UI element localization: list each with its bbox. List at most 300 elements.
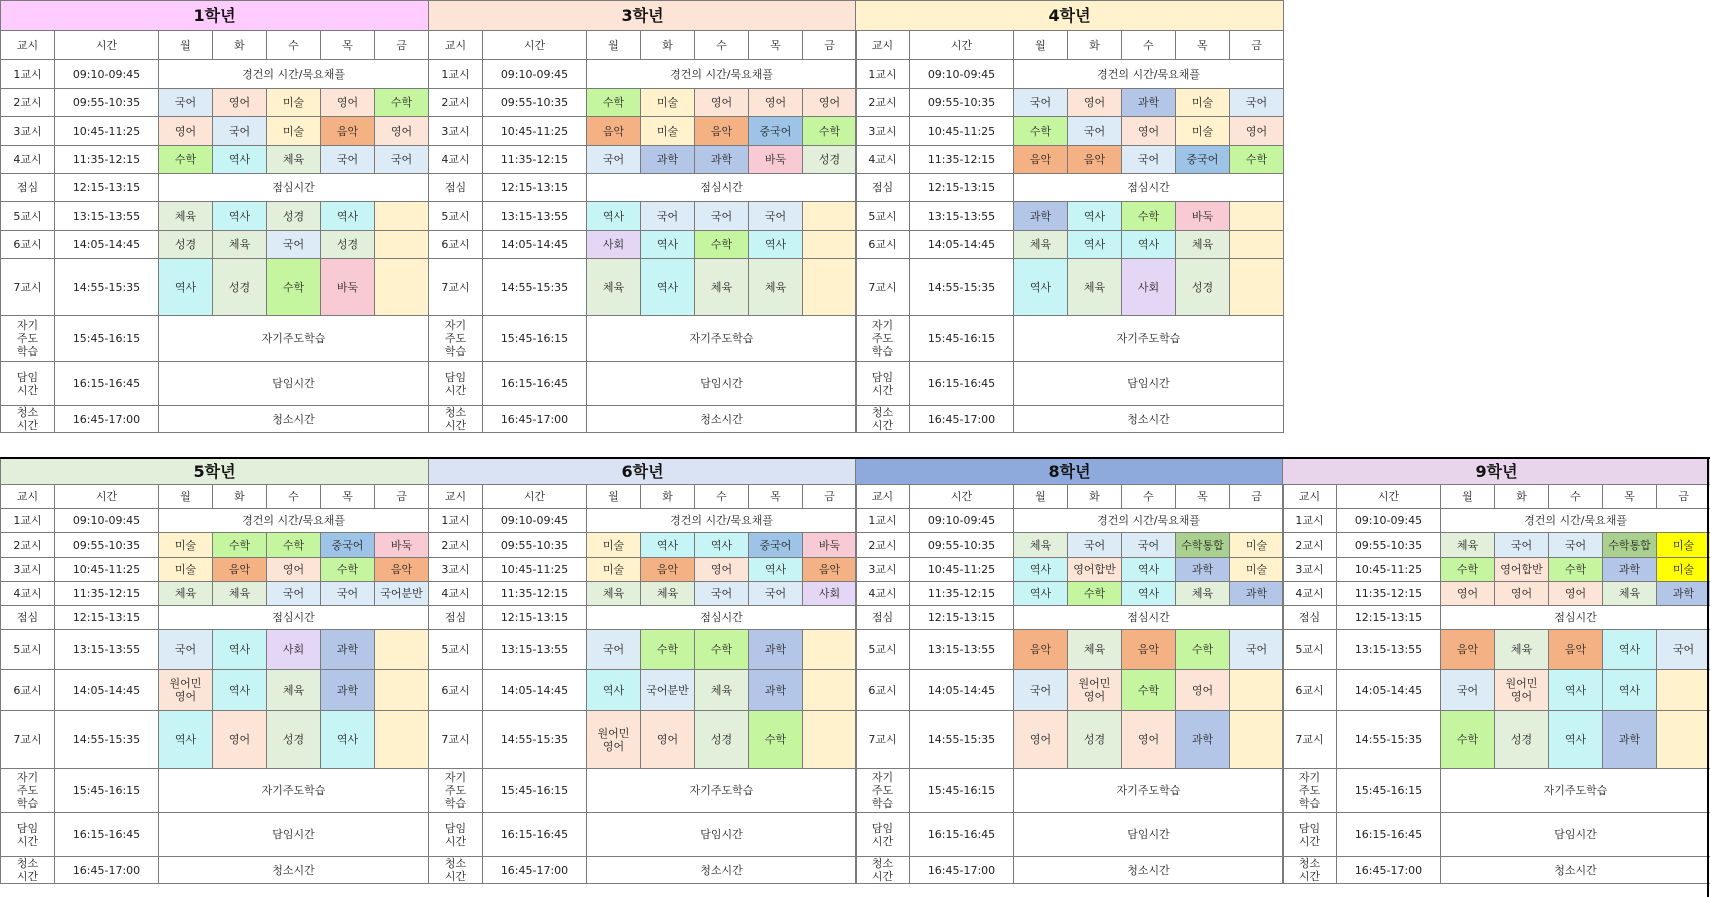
period-label: 자기 주도 학습: [1, 769, 55, 813]
period-label: 청소 시간: [429, 406, 483, 433]
period-label: 2교시: [856, 533, 910, 558]
subject-cell: 역사: [213, 670, 267, 711]
subject-cell: 국어: [749, 582, 803, 606]
subject-cell: 국어: [1122, 146, 1176, 174]
period-header: 교시: [856, 31, 910, 60]
time-range: 12:15-13:15: [55, 606, 159, 630]
table-row: [429, 362, 857, 406]
subject-cell: 영어: [1441, 582, 1495, 606]
period-label: 청소 시간: [1283, 857, 1337, 884]
subject-cell: 국어: [1014, 670, 1068, 711]
merged-activity: 청소시간: [159, 406, 429, 433]
period-label: 2교시: [1283, 533, 1337, 558]
period-label: 1교시: [856, 60, 910, 89]
subject-cell: 수학: [267, 533, 321, 558]
time-range: 10:45-11:25: [910, 558, 1014, 582]
subject-cell: 과학: [1014, 202, 1068, 231]
table-row: [1, 146, 429, 174]
period-label: 청소 시간: [856, 406, 910, 433]
subject-cell: 미술: [1657, 558, 1710, 582]
table-row: [1, 231, 429, 259]
day-header: 목: [749, 485, 803, 509]
merged-activity: 자기주도학습: [587, 769, 857, 813]
time-range: 15:45-16:15: [483, 316, 587, 362]
merged-activity: 경건의 시간/묵요채플: [159, 60, 429, 89]
time-range: 14:55-15:35: [483, 711, 587, 769]
subject-cell: 과학: [695, 146, 749, 174]
day-header: 수: [1122, 31, 1176, 60]
table-row: [429, 533, 857, 558]
time-header: 시간: [55, 485, 159, 509]
grade-block-6: [855, 458, 1283, 884]
time-range: 13:15-13:55: [1337, 630, 1441, 670]
period-label: 7교시: [1283, 711, 1337, 769]
period-label: 6교시: [856, 670, 910, 711]
period-label: 7교시: [856, 259, 910, 316]
subject-cell: [803, 231, 857, 259]
merged-activity: 담임시간: [1014, 362, 1284, 406]
table-row: [429, 509, 857, 533]
subject-cell: 역사: [1068, 231, 1122, 259]
subject-cell: 과학: [1603, 558, 1657, 582]
time-range: 11:35-12:15: [55, 146, 159, 174]
table-row: [1, 259, 429, 316]
time-range: 11:35-12:15: [910, 582, 1014, 606]
table-row: [856, 558, 1284, 582]
subject-cell: 바둑: [1176, 202, 1230, 231]
subject-cell: 성경: [321, 231, 375, 259]
period-label: 5교시: [1283, 630, 1337, 670]
merged-activity: 자기주도학습: [159, 316, 429, 362]
period-label: 점심: [856, 606, 910, 630]
time-range: 12:15-13:15: [483, 606, 587, 630]
subject-cell: 영어: [1014, 711, 1068, 769]
period-label: 1교시: [856, 509, 910, 533]
merged-activity: 담임시간: [159, 362, 429, 406]
merged-activity: 자기주도학습: [1014, 316, 1284, 362]
table-row: [429, 558, 857, 582]
time-range: 13:15-13:55: [483, 630, 587, 670]
time-range: 12:15-13:15: [910, 174, 1014, 202]
timetable: [0, 0, 429, 433]
table-row: [1, 533, 429, 558]
period-label: 1교시: [1283, 509, 1337, 533]
period-label: 5교시: [856, 202, 910, 231]
day-header: 화: [641, 31, 695, 60]
table-row: [429, 316, 857, 362]
subject-cell: 과학: [321, 670, 375, 711]
subject-cell: 역사: [159, 711, 213, 769]
time-range: 13:15-13:55: [55, 630, 159, 670]
merged-activity: 청소시간: [159, 857, 429, 884]
time-range: 10:45-11:25: [910, 117, 1014, 146]
merged-activity: 담임시간: [1441, 813, 1710, 857]
day-header: 월: [587, 485, 641, 509]
subject-cell: 미술: [159, 533, 213, 558]
period-label: 7교시: [429, 259, 483, 316]
table-row: [429, 146, 857, 174]
subject-cell: 국어: [1230, 630, 1284, 670]
subject-cell: 국어분반: [641, 670, 695, 711]
subject-cell: 사회: [587, 231, 641, 259]
table-row: [856, 769, 1284, 813]
day-header: 목: [749, 31, 803, 60]
merged-activity: 점심시간: [1441, 606, 1710, 630]
subject-cell: 국어: [159, 630, 213, 670]
subject-cell: 역사: [1549, 711, 1603, 769]
time-range: 16:45-17:00: [1337, 857, 1441, 884]
time-header: 시간: [910, 485, 1014, 509]
subject-cell: 수학: [1122, 202, 1176, 231]
subject-cell: 국어: [1014, 89, 1068, 117]
subject-cell: 수학: [213, 533, 267, 558]
subject-cell: 역사: [213, 146, 267, 174]
table-row: [1283, 769, 1710, 813]
subject-cell: 수학: [749, 711, 803, 769]
period-label: 6교시: [429, 231, 483, 259]
period-label: 5교시: [856, 630, 910, 670]
merged-activity: 자기주도학습: [1441, 769, 1710, 813]
time-range: 09:10-09:45: [483, 509, 587, 533]
subject-cell: 체육: [587, 582, 641, 606]
day-header: 목: [1603, 485, 1657, 509]
table-row: [856, 117, 1284, 146]
timetable: [855, 0, 1284, 433]
time-range: 16:15-16:45: [55, 362, 159, 406]
day-header: 목: [1176, 485, 1230, 509]
subject-cell: 음악: [695, 117, 749, 146]
subject-cell: 역사: [587, 202, 641, 231]
timetable: [1282, 458, 1710, 884]
subject-cell: [1230, 711, 1284, 769]
subject-cell: 역사: [749, 558, 803, 582]
merged-activity: 청소시간: [587, 406, 857, 433]
time-range: 16:15-16:45: [483, 813, 587, 857]
time-header: 시간: [483, 485, 587, 509]
subject-cell: 국어: [159, 89, 213, 117]
period-label: 3교시: [1283, 558, 1337, 582]
table-row: [1283, 670, 1710, 711]
subject-cell: 원어민 영어: [159, 670, 213, 711]
table-row: [856, 670, 1284, 711]
period-header: 교시: [1283, 485, 1337, 509]
subject-cell: 사회: [803, 582, 857, 606]
table-row: [1, 857, 429, 884]
subject-cell: 미술: [159, 558, 213, 582]
section-divider: [0, 457, 1710, 459]
time-range: 14:05-14:45: [910, 231, 1014, 259]
subject-cell: 미술: [587, 558, 641, 582]
right-border: [1707, 458, 1709, 897]
subject-cell: 수학: [803, 117, 857, 146]
merged-activity: 점심시간: [159, 174, 429, 202]
time-range: 14:05-14:45: [910, 670, 1014, 711]
grade-block-7: [1282, 458, 1710, 884]
merged-activity: 경건의 시간/묵요채플: [1014, 60, 1284, 89]
time-range: 15:45-16:15: [910, 769, 1014, 813]
period-label: 담임 시간: [1283, 813, 1337, 857]
time-range: 10:45-11:25: [1337, 558, 1441, 582]
table-row: [856, 606, 1284, 630]
table-row: [1283, 533, 1710, 558]
subject-cell: 영어: [641, 711, 695, 769]
period-label: 점심: [429, 606, 483, 630]
merged-activity: 경건의 시간/묵요채플: [1441, 509, 1710, 533]
time-range: 15:45-16:15: [910, 316, 1014, 362]
table-row: [429, 630, 857, 670]
table-row: [429, 174, 857, 202]
period-label: 2교시: [1, 533, 55, 558]
period-label: 3교시: [1, 117, 55, 146]
subject-cell: 국어: [1230, 89, 1284, 117]
time-range: 14:05-14:45: [483, 670, 587, 711]
subject-cell: 국어: [695, 202, 749, 231]
subject-cell: 원어민 영어: [1495, 670, 1549, 711]
table-row: [856, 711, 1284, 769]
table-row: [856, 406, 1284, 433]
subject-cell: 국어: [1495, 533, 1549, 558]
grade-block-4: [0, 458, 428, 884]
subject-cell: 영어: [1549, 582, 1603, 606]
subject-cell: 체육: [213, 582, 267, 606]
subject-cell: 체육: [1068, 259, 1122, 316]
day-header: 수: [267, 485, 321, 509]
subject-cell: 미술: [587, 533, 641, 558]
table-row: [856, 582, 1284, 606]
subject-cell: 수학: [1068, 582, 1122, 606]
subject-cell: 국어: [587, 630, 641, 670]
subject-cell: [375, 231, 429, 259]
period-label: 4교시: [1, 582, 55, 606]
period-label: 2교시: [429, 533, 483, 558]
time-range: 13:15-13:55: [55, 202, 159, 231]
period-label: 1교시: [1, 509, 55, 533]
subject-cell: [803, 202, 857, 231]
period-label: 청소 시간: [1, 857, 55, 884]
period-label: 3교시: [1, 558, 55, 582]
merged-activity: 청소시간: [1014, 857, 1284, 884]
time-range: 16:15-16:45: [55, 813, 159, 857]
grade-block-2: [428, 0, 856, 433]
time-range: 16:45-17:00: [483, 406, 587, 433]
subject-cell: 국어: [1549, 533, 1603, 558]
day-header: 월: [1014, 31, 1068, 60]
subject-cell: 역사: [1122, 582, 1176, 606]
subject-cell: 체육: [749, 259, 803, 316]
subject-cell: 과학: [321, 630, 375, 670]
subject-cell: 수학통합: [1176, 533, 1230, 558]
subject-cell: 영어: [321, 89, 375, 117]
subject-cell: 역사: [1549, 670, 1603, 711]
subject-cell: 음악: [1014, 146, 1068, 174]
subject-cell: 음악: [1014, 630, 1068, 670]
period-label: 담임 시간: [856, 362, 910, 406]
subject-cell: 역사: [749, 231, 803, 259]
grade-title: 6학년: [429, 459, 857, 485]
time-range: 11:35-12:15: [483, 146, 587, 174]
subject-cell: 영어: [1176, 670, 1230, 711]
table-row: [429, 711, 857, 769]
period-label: 담임 시간: [429, 813, 483, 857]
time-range: 12:15-13:15: [910, 606, 1014, 630]
merged-activity: 담임시간: [159, 813, 429, 857]
merged-activity: 담임시간: [1014, 813, 1284, 857]
period-label: 7교시: [1, 259, 55, 316]
subject-cell: 과학: [1230, 582, 1284, 606]
day-header: 월: [159, 485, 213, 509]
subject-cell: 국어: [1441, 670, 1495, 711]
merged-activity: 자기주도학습: [1014, 769, 1284, 813]
day-header: 금: [375, 485, 429, 509]
period-label: 4교시: [429, 582, 483, 606]
subject-cell: [1230, 670, 1284, 711]
time-range: 16:45-17:00: [910, 406, 1014, 433]
time-range: 15:45-16:15: [483, 769, 587, 813]
table-row: [1, 117, 429, 146]
day-header: 금: [375, 31, 429, 60]
table-row: [856, 813, 1284, 857]
table-row: [1, 406, 429, 433]
time-range: 09:10-09:45: [55, 509, 159, 533]
subject-cell: 수학통합: [1603, 533, 1657, 558]
subject-cell: 미술: [1230, 558, 1284, 582]
subject-cell: 수학: [1230, 146, 1284, 174]
table-row: [1, 630, 429, 670]
table-row: [1283, 582, 1710, 606]
period-label: 2교시: [856, 89, 910, 117]
time-range: 11:35-12:15: [55, 582, 159, 606]
day-header: 수: [267, 31, 321, 60]
table-row: [856, 857, 1284, 884]
subject-cell: 국어: [1068, 117, 1122, 146]
table-row: [1, 89, 429, 117]
subject-cell: 영어합반: [1068, 558, 1122, 582]
subject-cell: 수학: [1441, 711, 1495, 769]
subject-cell: 수학: [267, 259, 321, 316]
table-row: [1283, 606, 1710, 630]
period-label: 청소 시간: [856, 857, 910, 884]
time-range: 09:55-10:35: [55, 89, 159, 117]
period-label: 7교시: [429, 711, 483, 769]
subject-cell: 수학: [321, 558, 375, 582]
period-label: 2교시: [1, 89, 55, 117]
subject-cell: [1230, 259, 1284, 316]
period-label: 4교시: [429, 146, 483, 174]
subject-cell: 과학: [1176, 711, 1230, 769]
time-range: 09:55-10:35: [910, 533, 1014, 558]
time-range: 16:45-17:00: [55, 406, 159, 433]
subject-cell: 음악: [213, 558, 267, 582]
day-header: 수: [695, 31, 749, 60]
period-label: 3교시: [856, 558, 910, 582]
table-row: [1283, 558, 1710, 582]
table-row: [429, 202, 857, 231]
subject-cell: 바둑: [803, 533, 857, 558]
subject-cell: 과학: [641, 146, 695, 174]
subject-cell: 원어민 영어: [587, 711, 641, 769]
subject-cell: 국어: [1657, 630, 1710, 670]
table-row: [1, 509, 429, 533]
subject-cell: 미술: [1230, 533, 1284, 558]
subject-cell: 중국어: [749, 533, 803, 558]
subject-cell: 국어: [213, 117, 267, 146]
time-range: 09:10-09:45: [910, 60, 1014, 89]
subject-cell: 음악: [641, 558, 695, 582]
subject-cell: 과학: [1603, 711, 1657, 769]
time-range: 14:55-15:35: [1337, 711, 1441, 769]
table-row: [856, 89, 1284, 117]
subject-cell: 역사: [587, 670, 641, 711]
subject-cell: 미술: [641, 89, 695, 117]
subject-cell: 수학: [375, 89, 429, 117]
table-row: [1, 174, 429, 202]
merged-activity: 담임시간: [587, 813, 857, 857]
time-range: 15:45-16:15: [1337, 769, 1441, 813]
subject-cell: 체육: [1014, 231, 1068, 259]
period-label: 3교시: [429, 558, 483, 582]
subject-cell: 성경: [267, 711, 321, 769]
subject-cell: 영어: [1495, 582, 1549, 606]
subject-cell: 수학: [1549, 558, 1603, 582]
grade-title: 3학년: [429, 1, 857, 31]
table-row: [1, 202, 429, 231]
subject-cell: [1657, 670, 1710, 711]
period-label: 4교시: [856, 582, 910, 606]
subject-cell: 국어: [695, 582, 749, 606]
subject-cell: 바둑: [321, 259, 375, 316]
subject-cell: 미술: [1657, 533, 1710, 558]
subject-cell: 역사: [1014, 259, 1068, 316]
time-range: 14:55-15:35: [55, 711, 159, 769]
subject-cell: 체육: [695, 670, 749, 711]
day-header: 화: [1068, 31, 1122, 60]
time-range: 09:55-10:35: [55, 533, 159, 558]
period-label: 5교시: [1, 630, 55, 670]
time-range: 12:15-13:15: [1337, 606, 1441, 630]
subject-cell: 원어민 영어: [1068, 670, 1122, 711]
time-range: 11:35-12:15: [910, 146, 1014, 174]
subject-cell: 사회: [267, 630, 321, 670]
subject-cell: 수학: [587, 89, 641, 117]
merged-activity: 경건의 시간/묵요채플: [587, 60, 857, 89]
period-label: 자기 주도 학습: [429, 316, 483, 362]
merged-activity: 경건의 시간/묵요채플: [1014, 509, 1284, 533]
table-row: [856, 533, 1284, 558]
subject-cell: 성경: [1176, 259, 1230, 316]
period-label: 4교시: [1283, 582, 1337, 606]
subject-cell: 체육: [1176, 582, 1230, 606]
subject-cell: 미술: [267, 117, 321, 146]
grade-title: 5학년: [1, 459, 429, 485]
table-row: [1283, 630, 1710, 670]
subject-cell: 중국어: [321, 533, 375, 558]
subject-cell: [1230, 202, 1284, 231]
subject-cell: 사회: [1122, 259, 1176, 316]
subject-cell: 역사: [641, 533, 695, 558]
time-range: 14:05-14:45: [483, 231, 587, 259]
table-row: [1, 60, 429, 89]
table-row: [856, 316, 1284, 362]
time-range: 09:55-10:35: [1337, 533, 1441, 558]
time-range: 14:05-14:45: [55, 231, 159, 259]
day-header: 월: [587, 31, 641, 60]
period-label: 6교시: [1283, 670, 1337, 711]
time-header: 시간: [910, 31, 1014, 60]
subject-cell: 영어: [695, 89, 749, 117]
subject-cell: 역사: [695, 533, 749, 558]
period-header: 교시: [429, 31, 483, 60]
subject-cell: 국어: [587, 146, 641, 174]
